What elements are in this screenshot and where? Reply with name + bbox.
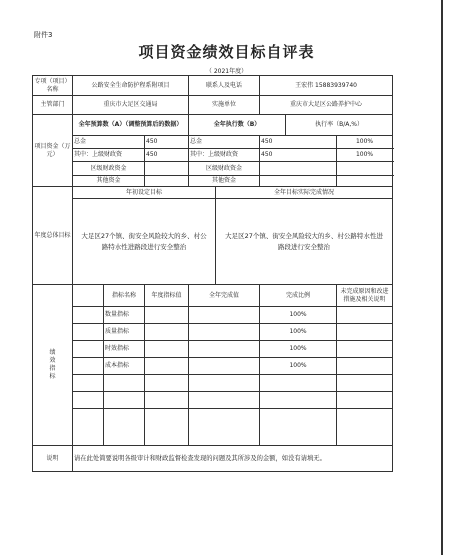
funds-row-label-exec: 区级财政资金	[189, 162, 260, 176]
metric-name: 时效指标	[104, 341, 145, 358]
funds-row-exec	[260, 176, 337, 187]
funds-row-annual: 450	[145, 136, 189, 149]
metric-done	[189, 341, 260, 358]
funds-row-exec: 450	[260, 136, 337, 149]
page-right-border	[441, 0, 443, 555]
funds-row-exec	[260, 162, 337, 176]
funds-row-annual: 450	[145, 149, 189, 162]
metric-done	[189, 358, 260, 375]
contact-value: 王宏伟 15883939740	[260, 76, 393, 96]
year-label: （ 2021年度）	[205, 68, 248, 75]
evaluation-table	[32, 75, 393, 472]
funds-row-label: 总金	[73, 136, 145, 149]
dept-label: 主管部门	[33, 96, 73, 115]
funds-row-label: 其他资金	[73, 176, 145, 187]
metric-name: 质量指标	[104, 324, 145, 341]
metric-note	[337, 341, 393, 358]
funds-row-exec: 450	[260, 149, 337, 162]
funds-col-exec: 全年执行数（B）	[189, 115, 286, 136]
metrics-header-name: 指标名称	[104, 285, 145, 307]
page-title: 项目资金绩效目标自评表	[138, 43, 315, 61]
metric-note	[337, 324, 393, 341]
metric-ratio: 100%	[260, 307, 337, 324]
goals-col-actual: 全年目标实际完成情况	[216, 187, 393, 199]
attachment-label: 附件3	[34, 31, 53, 39]
funds-col-annual: 全年预算数（A）（调整预算后的数据）	[73, 115, 189, 136]
metrics-header-ratio: 完成比例	[260, 285, 337, 307]
contact-label: 联系人及电话	[189, 76, 260, 96]
goals-actual-text: 大足区27个镇、街安全风险较大的乡、村公路特水性进路段进行安全整治	[216, 199, 393, 285]
project-name-value: 公路安全生命防护程系附项目	[73, 76, 189, 96]
metric-target	[145, 307, 189, 324]
metric-note	[337, 358, 393, 375]
metrics-section-label: 绩效指标	[33, 285, 73, 446]
metrics-header-target: 年度指标值	[145, 285, 189, 307]
funds-row-label-exec: 总金	[189, 136, 260, 149]
metric-ratio: 100%	[260, 324, 337, 341]
metric-target	[145, 324, 189, 341]
metric-target	[145, 341, 189, 358]
funds-row-rate	[337, 176, 393, 187]
goals-plan-text: 大足区27个镇、街安全风险较大的乡、村公路特水性进路段进行安全整治	[73, 199, 216, 285]
metric-target	[145, 358, 189, 375]
metric-note	[337, 307, 393, 324]
metric-name: 成本指标	[104, 358, 145, 375]
funds-row-label-exec: 其中：上级财政资	[189, 149, 260, 162]
funds-row-annual	[145, 176, 189, 187]
impl-value: 重庆市大足区公路养护中心	[260, 96, 393, 115]
metric-ratio: 100%	[260, 341, 337, 358]
note-label: 说明	[33, 446, 73, 472]
metric-name: 数量指标	[104, 307, 145, 324]
funds-row-rate	[337, 162, 393, 176]
funds-row-label-exec: 其他资金	[189, 176, 260, 187]
funds-row-rate: 100%	[337, 149, 393, 162]
metric-done	[189, 307, 260, 324]
note-text: 请在此处简要说明各级审计和财政监督检查发现的问题及其所涉及的金额，如没有请填无。	[73, 446, 393, 472]
funds-row-rate: 100%	[337, 136, 393, 149]
goals-section-label: 年度总体目标	[33, 187, 73, 285]
funds-row-annual	[145, 162, 189, 176]
funds-row-label: 区级财政资金	[73, 162, 145, 176]
goals-col-plan: 年初设定目标	[73, 187, 216, 199]
funds-col-rate: 执行率（B/A,%）	[286, 115, 393, 136]
metric-ratio: 100%	[260, 358, 337, 375]
metric-done	[189, 324, 260, 341]
project-name-label: 专项（项目）名称	[33, 76, 73, 96]
funds-row-label: 其中：上级财政资	[73, 149, 145, 162]
funds-section-label: 项目资金（万元）	[33, 115, 73, 187]
impl-label: 实施单位	[189, 96, 260, 115]
metrics-header-done: 全年完成值	[189, 285, 260, 307]
dept-value: 重庆市大足区交通局	[73, 96, 189, 115]
metrics-header-note: 未完成原因和改进措施及相关说明	[337, 285, 393, 307]
